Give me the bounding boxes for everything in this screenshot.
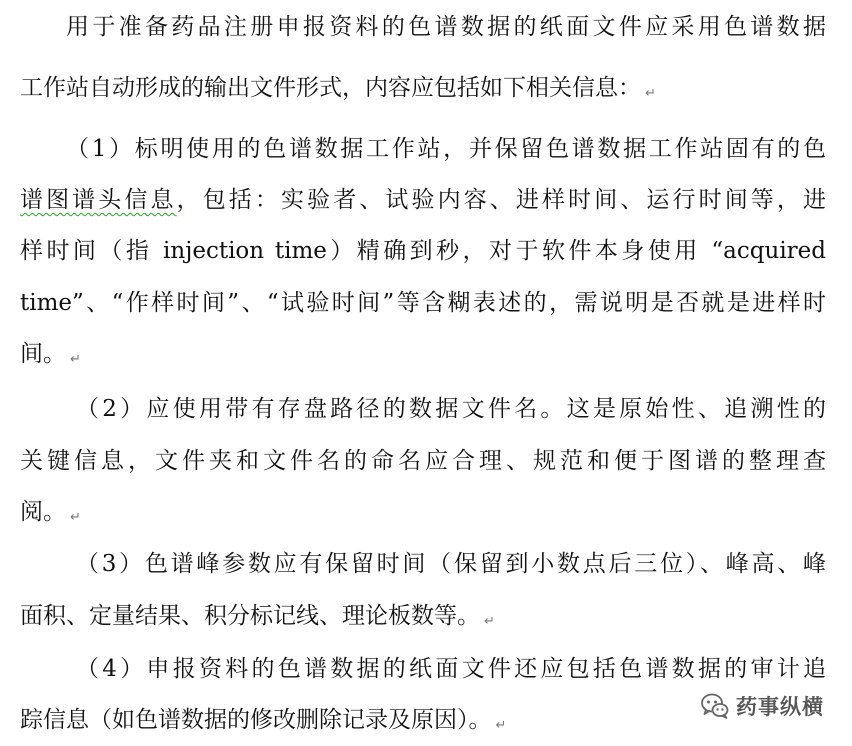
paragraph-mark: ↵ xyxy=(70,510,81,525)
text-line xyxy=(20,544,826,584)
line-text: 面积、定量结果、积分标记线、理论板数等。 xyxy=(20,603,480,629)
line-text: 关键信息，文件夹和文件名的命名应合理、规范和便于图谱的整理查 xyxy=(20,448,826,474)
watermark-text: 药事纵横 xyxy=(736,695,824,719)
line-text: 踪信息（如色谱数据的修改删除记录及原因）。 xyxy=(20,707,492,733)
line-text: time”、“作样时间”、“试验时间”等含糊表述的，需说明是否就是进样时 xyxy=(20,290,826,316)
text-line xyxy=(20,7,826,47)
line-text: 间。 xyxy=(20,341,66,367)
line-text: ，包括：实验者、试验内容、进样时间、运行时间等，进 xyxy=(176,187,827,213)
text-line xyxy=(20,492,826,532)
line-text: （4）申报资料的色谱数据的纸面文件还应包括色谱数据的审计追 xyxy=(76,656,826,682)
spellcheck-underlined-text: 谱图谱头信息 xyxy=(20,187,177,213)
text-line xyxy=(20,180,826,220)
text-line xyxy=(20,68,826,108)
text-line xyxy=(20,334,826,374)
line-text: 用于准备药品注册申报资料的色谱数据的纸面文件应采用色谱数据 xyxy=(66,14,826,40)
text-line xyxy=(20,596,826,636)
line-text: 工作站自动形成的输出文件形式，内容应包括如下相关信息： xyxy=(20,75,641,101)
watermark xyxy=(700,688,824,724)
line-text: 样时间（指 injection time）精确到秒，对于软件本身使用 “acquired xyxy=(20,238,826,264)
text-line xyxy=(20,283,826,323)
line-text: （3）色谱峰参数应有保留时间（保留到小数点后三位）、峰高、峰 xyxy=(76,551,826,577)
line-text: （2）应使用带有存盘路径的数据文件名。这是原始性、追溯性的 xyxy=(76,396,826,422)
text-line xyxy=(20,649,826,689)
text-line xyxy=(20,700,580,740)
text-line xyxy=(20,389,826,429)
line-text: （1）标明使用的色谱数据工作站，并保留色谱数据工作站固有的色 xyxy=(66,136,826,162)
paragraph-mark: ↵ xyxy=(495,718,507,733)
wechat-bubble-icon xyxy=(700,691,730,721)
text-line xyxy=(20,231,826,271)
line-text: 阅。 xyxy=(20,499,66,525)
paragraph-mark: ↵ xyxy=(70,352,81,367)
text-line xyxy=(20,129,826,169)
paragraph-mark: ↵ xyxy=(484,614,495,629)
text-line xyxy=(20,441,826,481)
paragraph-mark: ↵ xyxy=(645,86,656,101)
